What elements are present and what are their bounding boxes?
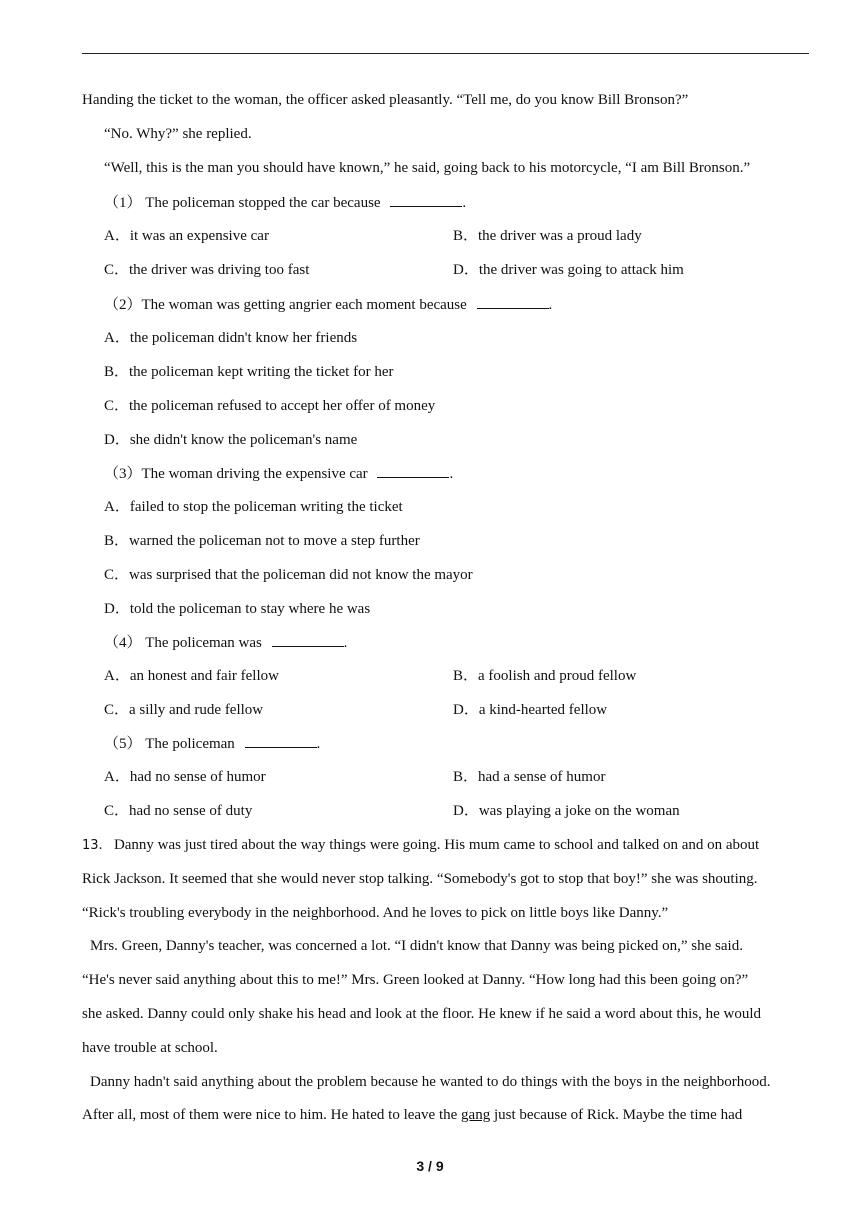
question-stem: （2）The woman was getting angrier each moment because .: [104, 294, 552, 315]
question-number: 13.: [82, 838, 103, 853]
answer-blank: [377, 463, 449, 478]
paragraph-line: “Well, this is the man you should have known,” he said, going back to his motorcycle, “I am Bill Bronson.”: [104, 160, 751, 176]
answer-blank: [272, 632, 344, 647]
passage-line: Rick Jackson. It seemed that she would never stop talking. “Somebody's got to stop that boy!” she was shouting.: [82, 871, 758, 887]
paragraph-line: Handing the ticket to the woman, the officer asked pleasantly. “Tell me, do you know Bill Bronson?”: [82, 92, 689, 108]
option-a: A．failed to stop the policeman writing the ticket: [104, 499, 403, 515]
option-d: D．told the policeman to stay where he was: [104, 601, 371, 617]
option-a: A．the policeman didn't know her friends: [104, 330, 358, 346]
option-c: C．had no sense of duty: [104, 803, 253, 819]
passage-line: After all, most of them were nice to him. He hated to leave the gang just because of Rick. Maybe the time had: [82, 1107, 743, 1123]
question-stem: （5） The policeman .: [104, 733, 320, 754]
page-number: 3 / 9: [416, 1158, 444, 1174]
option-d: D．a kind-hearted fellow: [453, 702, 608, 718]
option-c: C．a silly and rude fellow: [104, 702, 264, 718]
option-b: B．had a sense of humor: [453, 769, 606, 785]
question-stem: （4） The policeman was .: [104, 632, 347, 653]
option-a: A．it was an expensive car: [104, 228, 269, 244]
question-stem: （3）The woman driving the expensive car .: [104, 463, 453, 484]
passage-line: 13. Danny was just tired about the way things were going. His mum came to school and talked on and on about: [82, 837, 760, 853]
underlined-word: gang: [461, 1107, 491, 1123]
passage-line: she asked. Danny could only shake his head and look at the floor. He knew if he said a word about this, he would: [82, 1006, 762, 1022]
answer-blank: [477, 294, 549, 309]
option-d: D．the driver was going to attack him: [453, 262, 684, 278]
option-a: A．an honest and fair fellow: [104, 668, 279, 684]
passage-line: have trouble at school.: [82, 1040, 218, 1056]
answer-blank: [390, 192, 462, 207]
option-a: A．had no sense of humor: [104, 769, 266, 785]
option-b: B．the driver was a proud lady: [453, 228, 642, 244]
passage-line: Mrs. Green, Danny's teacher, was concerned a lot. “I didn't know that Danny was being picked on,” she said.: [90, 938, 743, 954]
question-stem: （1） The policeman stopped the car because .: [104, 192, 466, 213]
paragraph-line: “No. Why?” she replied.: [104, 126, 252, 142]
passage-line: Danny hadn't said anything about the problem because he wanted to do things with the boys in the neighborhood.: [90, 1074, 771, 1090]
option-c: C．the driver was driving too fast: [104, 262, 310, 278]
option-b: B．warned the policeman not to move a step further: [104, 533, 420, 549]
option-c: C．was surprised that the policeman did not know the mayor: [104, 567, 473, 583]
option-d: D．she didn't know the policeman's name: [104, 432, 358, 448]
header-rule: [82, 53, 809, 54]
passage-line: “He's never said anything about this to me!” Mrs. Green looked at Danny. “How long had this been going on?”: [82, 972, 749, 988]
answer-blank: [245, 733, 317, 748]
option-b: B．a foolish and proud fellow: [453, 668, 637, 684]
passage-line: “Rick's troubling everybody in the neighborhood. And he loves to pick on little boys like Danny.”: [82, 905, 669, 921]
option-b: B．the policeman kept writing the ticket for her: [104, 364, 394, 380]
option-c: C．the policeman refused to accept her offer of money: [104, 398, 436, 414]
option-d: D．was playing a joke on the woman: [453, 803, 680, 819]
